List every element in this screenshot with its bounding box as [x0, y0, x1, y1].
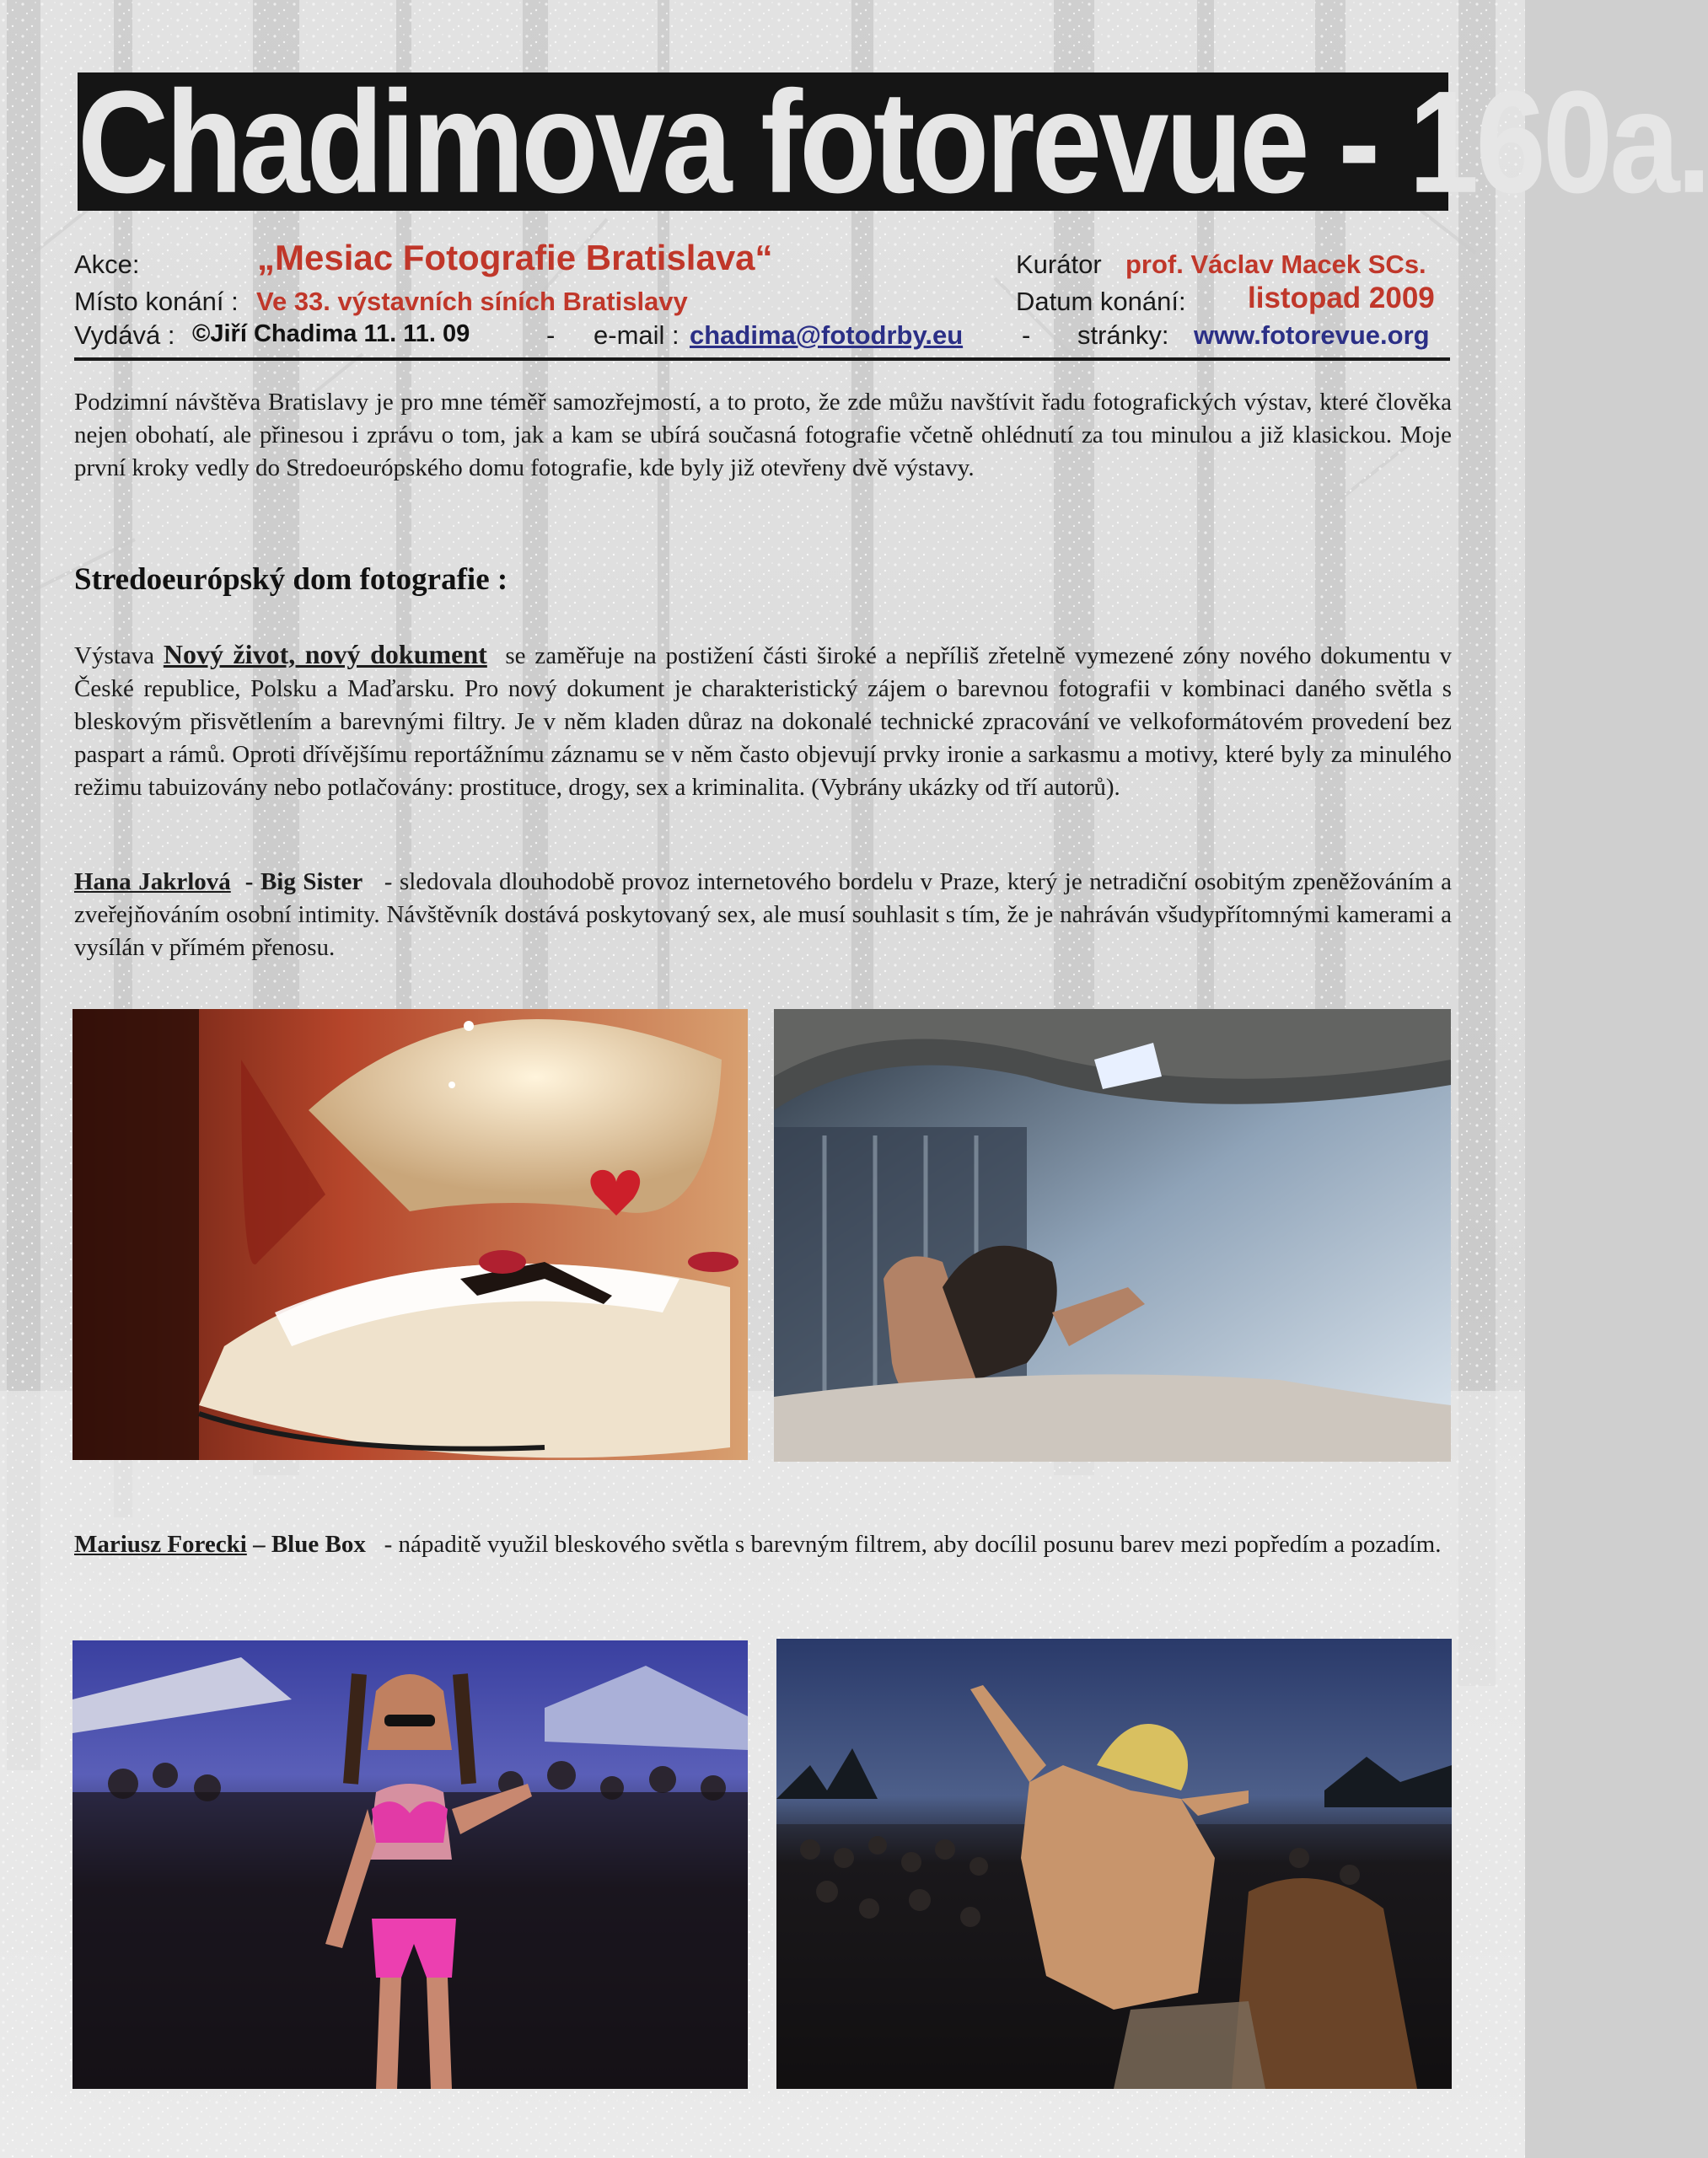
exhibition-name: Nový život, nový dokument — [163, 639, 487, 669]
misto-value: Ve 33. výstavních síních Bratislavy — [256, 287, 688, 316]
author2-work: – Blue Box — [253, 1531, 366, 1558]
datum-value: listopad 2009 — [1248, 282, 1435, 314]
header-divider — [74, 357, 1450, 361]
website-link[interactable]: www.fotorevue.org — [1194, 320, 1430, 350]
akce-value: „Mesiac Fotografie Bratislava“ — [257, 238, 773, 277]
separator-dash-2: - — [1022, 320, 1031, 350]
email-link[interactable]: chadima@fotodrby.eu — [690, 320, 964, 350]
akce-label: Akce: — [74, 250, 140, 279]
author1-text: - sledovala dlouhodobě provoz internetového bordelu v Praze, který je netradiční osobitým zpeněžováním a zveřejňováním osobní intimity. Návštěvník dostává poskytovaný sex, ale musí souhlasit s tím, že je nahráván všudypřítomnými kamerami a vysílán v přímém přenosu. — [74, 868, 1453, 961]
author2-paragraph — [74, 1528, 1452, 1561]
title-banner — [78, 60, 1708, 223]
author1-work: - Big Sister — [244, 868, 363, 895]
section-heading: Stredoeurópský dom fotografie : — [74, 562, 508, 597]
stranky-label: stránky: — [1077, 320, 1169, 350]
misto-label: Místo konání : — [74, 287, 239, 316]
vydava-value: ©Jiří Chadima 11. 11. 09 — [192, 320, 470, 347]
page-title: Chadimova fotorevue - 160a. — [78, 60, 1708, 223]
kurator-label: Kurátor — [1016, 250, 1102, 279]
photo-big-sister-bedroom — [73, 1009, 748, 1460]
author1-paragraph — [74, 866, 1452, 964]
exhibition-text: se zaměřuje na postižení části široké a nepříliš zřetelně vymezené zóny nového dokumentu v České republice, Polsku a Maďarsku. Pro nový dokument je charakteristický zájem o barevnou fotografii v kombinaci daného světla s bleskovým přisvětlením a barevnými filtry. Je v něm kladen důraz na dokonalé technické zpracování ve velkoformátovém provedení bez paspart a rámů. Oproti dřívějšímu reportážnímu záznamu se v něm často objevují prvky ironie a sarkasmu a motivy, které byly za minulého režimu tabuizovány nebo potlačovány: prostituce, drogy, sex a kriminalita. (Vybrány ukázky od tří autorů). — [74, 642, 1453, 801]
vydava-label: Vydává : — [74, 320, 175, 350]
exhibition-prefix: Výstava — [74, 642, 155, 669]
exhibition-paragraph — [74, 638, 1452, 804]
author2-text: - nápaditě využil bleskového světla s barevným filtrem, aby docílil posunu barev mezi popředím a pozadím. — [384, 1531, 1442, 1558]
photo-blue-box-crowd-dancer — [776, 1639, 1452, 2089]
kurator-value: prof. Václav Macek SCs. — [1125, 250, 1426, 279]
author2-name: Mariusz Forecki — [74, 1531, 247, 1558]
intro-paragraph: Podzimní návštěva Bratislavy je pro mne téměř samozřejmostí, a to proto, že zde můžu navštívit řadu fotografických výstav, které člověka nejen obohatí, ale přinesou i zprávu o tom, jak a kam se ubírá současná fotografie včetně ohlédnutí za tou minulou a již klasickou. Moje první kroky vedly do Stredoeurópského domu fotografie, kde byly již otevřeny dvě výstavy. — [74, 389, 1452, 481]
photo-big-sister-window — [774, 1009, 1451, 1462]
datum-label: Datum konání: — [1016, 287, 1186, 316]
photo-blue-box-festival-girl — [73, 1640, 748, 2089]
author1-name: Hana Jakrlová — [74, 868, 231, 895]
email-label: e-mail : — [594, 320, 679, 350]
separator-dash-1: - — [546, 320, 556, 350]
